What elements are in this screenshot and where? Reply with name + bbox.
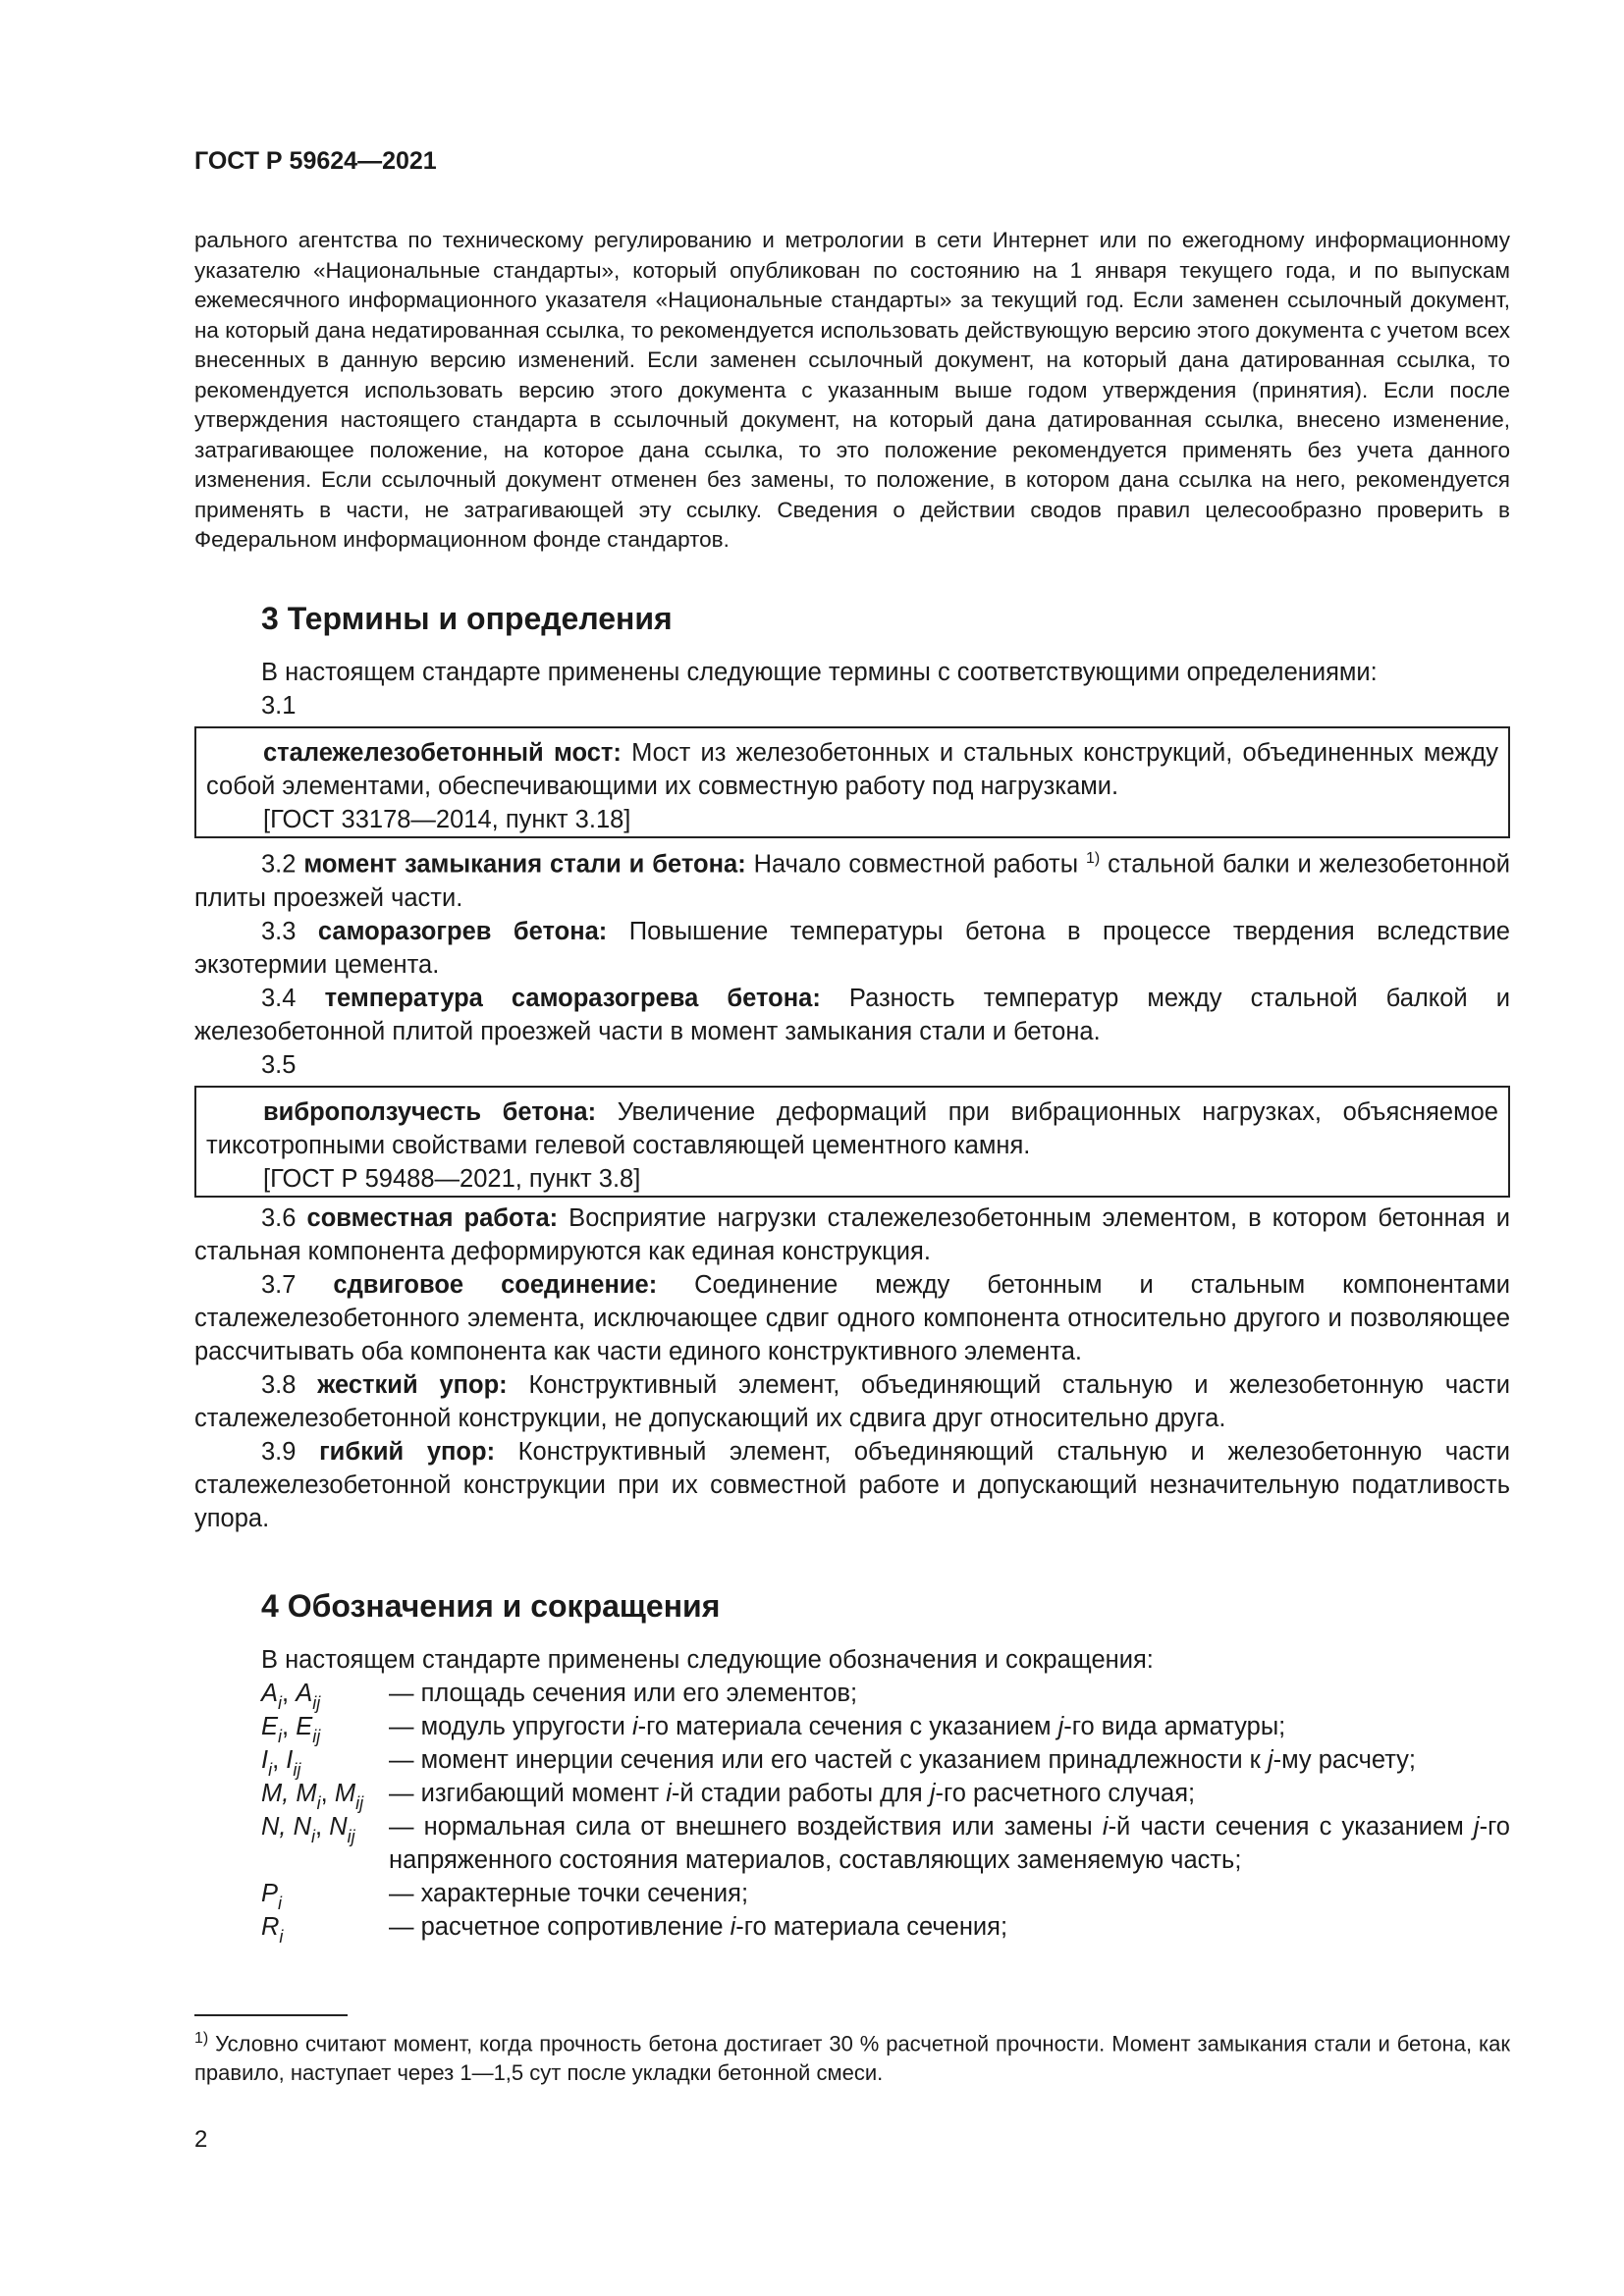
symbol-description: — модуль упругости i-го материала сечения с указанием j-го вида арматуры;	[389, 1713, 1286, 1740]
footnote	[194, 2024, 1510, 2088]
term-3-5-number: 3.5	[261, 1050, 297, 1079]
footnote-text: Условно считают момент, когда прочность бетона достигает 30 % расчетной прочности. Момент замыкания стали и бетона, как правило, наступает через 1—1,5 сут после укладки бетонной смеси.	[194, 2031, 1510, 2086]
term-3-7-number: 3.7	[261, 1270, 334, 1299]
term-3-1-number: 3.1	[261, 692, 297, 720]
term-3-8	[194, 1368, 1510, 1435]
term-3-9-name: гибкий упор:	[319, 1437, 496, 1466]
section-3-body	[194, 656, 1510, 1535]
term-3-3	[194, 915, 1510, 982]
term-3-4-definition: Разность температур между стальной балкой и железобетонной плитой проезжей части в момент замыкания стали и бетона.	[194, 984, 1510, 1045]
symbol-row	[194, 1710, 1510, 1746]
term-3-2-definition-cont: стальной балки и железобетонной плиты проезжей части.	[194, 850, 1510, 912]
symbol: M, $M_i$, $M_{ij}$	[261, 1780, 364, 1813]
term-3-8-definition: Конструктивный элемент, объединяющий стальную и железобетонную части сталежелезобетонной конструкции, не допускающий их сдвига друг относительно друга.	[194, 1370, 1510, 1432]
symbol-row	[194, 1810, 1510, 1877]
term-3-5-citation: [ГОСТ Р 59488—2021, пункт 3.8]	[263, 1164, 641, 1193]
term-3-6-definition: Восприятие нагрузки сталежелезобетонным элементом, в котором бетонная и стальная компонента деформируются как единая конструкция.	[194, 1203, 1510, 1265]
term-3-1-citation: [ГОСТ 33178—2014, пункт 3.18]	[263, 806, 631, 833]
term-3-4	[194, 982, 1510, 1048]
symbol: $A_i$, $A_{ij}$	[261, 1680, 321, 1713]
term-3-6-name: совместная работа:	[306, 1203, 559, 1232]
symbol: $R_i$	[261, 1913, 284, 1947]
document-header: ГОСТ Р 59624—2021	[194, 147, 437, 175]
term-3-5-name: виброползучесть бетона:	[263, 1097, 597, 1126]
term-3-1	[206, 736, 1498, 803]
term-3-5	[206, 1095, 1498, 1162]
term-3-3-definition: Повышение температуры бетона в процессе твердения вследствие экзотермии цемента.	[194, 917, 1510, 979]
term-3-9-number: 3.9	[261, 1437, 320, 1466]
symbol-description: — характерные точки сечения;	[389, 1880, 749, 1907]
term-3-4-name: температура саморазогрева бетона:	[324, 984, 821, 1012]
term-3-1-name: сталежелезобетонный мост:	[263, 739, 622, 767]
term-3-2-number: 3.2	[261, 850, 304, 879]
symbol-row	[194, 1910, 1510, 1947]
term-3-3-name: саморазогрев бетона:	[317, 917, 608, 945]
term-3-7	[194, 1268, 1510, 1368]
symbol: $E_i$, $E_{ij}$	[261, 1713, 321, 1746]
footnote-divider	[194, 2014, 348, 2016]
term-3-4-number: 3.4	[261, 984, 325, 1012]
symbol-row	[194, 1777, 1510, 1813]
term-3-6	[194, 1201, 1510, 1268]
term-3-2-definition: Начало совместной работы	[745, 850, 1086, 879]
symbol-row	[194, 1877, 1510, 1913]
footnote-reference: 1)	[1086, 850, 1101, 867]
symbol-description: — момент инерции сечения или его частей с указанием принадлежности к j-му расчету;	[389, 1746, 1417, 1774]
term-3-1-definition: Мост из железобетонных и стальных конструкций, объединенных между собой элементами, обеспечивающими их совместную работу под нагрузками.	[206, 739, 1498, 800]
symbol-row	[194, 1743, 1510, 1780]
term-3-7-name: сдвиговое соединение:	[333, 1270, 658, 1299]
symbol-description: — нормальная сила от внешнего воздействия или замены i-й части сечения с указанием j-го напряженного состояния материалов, составляющих заменяемую часть;	[389, 1813, 1510, 1874]
symbol-description: — изгибающий момент i-й стадии работы для j-го расчетного случая;	[389, 1780, 1196, 1807]
section-3-lead: В настоящем стандарте применены следующие термины с соответствующими определениями:	[261, 659, 1378, 686]
term-3-8-name: жесткий упор:	[317, 1370, 508, 1399]
section-3-title: 3 Термины и определения	[261, 601, 673, 636]
term-3-2-name: момент замыкания стали и бетона:	[303, 850, 746, 879]
section-4-title: 4 Обозначения и сокращения	[261, 1588, 721, 1624]
term-3-9	[194, 1435, 1510, 1535]
term-3-1-box	[194, 726, 1510, 838]
term-3-5-box	[194, 1086, 1510, 1198]
symbol: $I_i$, $I_{ij}$	[261, 1746, 301, 1780]
section-4-body	[194, 1643, 1510, 1947]
term-3-8-number: 3.8	[261, 1370, 318, 1399]
section-4-lead: В настоящем стандарте применены следующие обозначения и сокращения:	[261, 1646, 1154, 1674]
symbol-row	[194, 1677, 1510, 1713]
footnote-mark: 1)	[194, 2030, 209, 2047]
term-3-7-definition: Соединение между бетонным и стальным компонентами сталежелезобетонного элемента, исключающее сдвиг одного компонента относительно другого и позволяющее рассчитывать оба компонента как части единого конструктивного элемента.	[194, 1270, 1510, 1365]
page-number: 2	[194, 2126, 208, 2153]
symbol-description: — расчетное сопротивление i-го материала сечения;	[389, 1913, 1008, 1941]
symbol-description: — площадь сечения или его элементов;	[389, 1680, 858, 1707]
term-3-5-definition: Увеличение деформаций при вибрационных нагрузках, объясняемое тиксотропными свойствами гелевой составляющей цементного камня.	[206, 1097, 1498, 1159]
symbol: N, $N_i$, $N_{ij}$	[261, 1813, 355, 1846]
term-3-3-number: 3.3	[261, 917, 318, 945]
intro-paragraph: рального агентства по техническому регулированию и метрологии в сети Интернет или по ежегодному информационному указателю «Национальные стандарты», который опубликован по состоянию на 1 января текущего года, и по выпускам ежемесячного информационного указателя «Национальные стандарты» за текущий год. Если заменен ссылочный документ, на который дана недатированная ссылка, то рекомендуется использовать действующую версию этого документа с учетом всех внесенных в данную версию изменений. Если заменен ссылочный документ, на который дана датированная ссылка, то рекомендуется использовать версию этого документа с указанным выше годом утверждения (принятия). Если после утверждения настоящего стандарта в ссылочный документ, на который дана датированная ссылка, внесено изменение, затрагивающее положение, на которое дана ссылка, то это положение рекомендуется применять без учета данного изменения. Если ссылочный документ отменен без замены, то положение, в котором дана ссылка на него, рекомендуется применять в части, не затрагивающей эту ссылку. Сведения о действии сводов правил целесообразно проверить в Федеральном информационном фонде стандартов.	[194, 228, 1510, 552]
symbol: $P_i$	[261, 1880, 283, 1913]
term-3-6-number: 3.6	[261, 1203, 307, 1232]
term-3-2	[194, 842, 1510, 915]
term-3-9-definition: Конструктивный элемент, объединяющий стальную и железобетонную части сталежелезобетонной конструкции при их совместной работе и допускающий незначительную податливость упора.	[194, 1437, 1510, 1532]
